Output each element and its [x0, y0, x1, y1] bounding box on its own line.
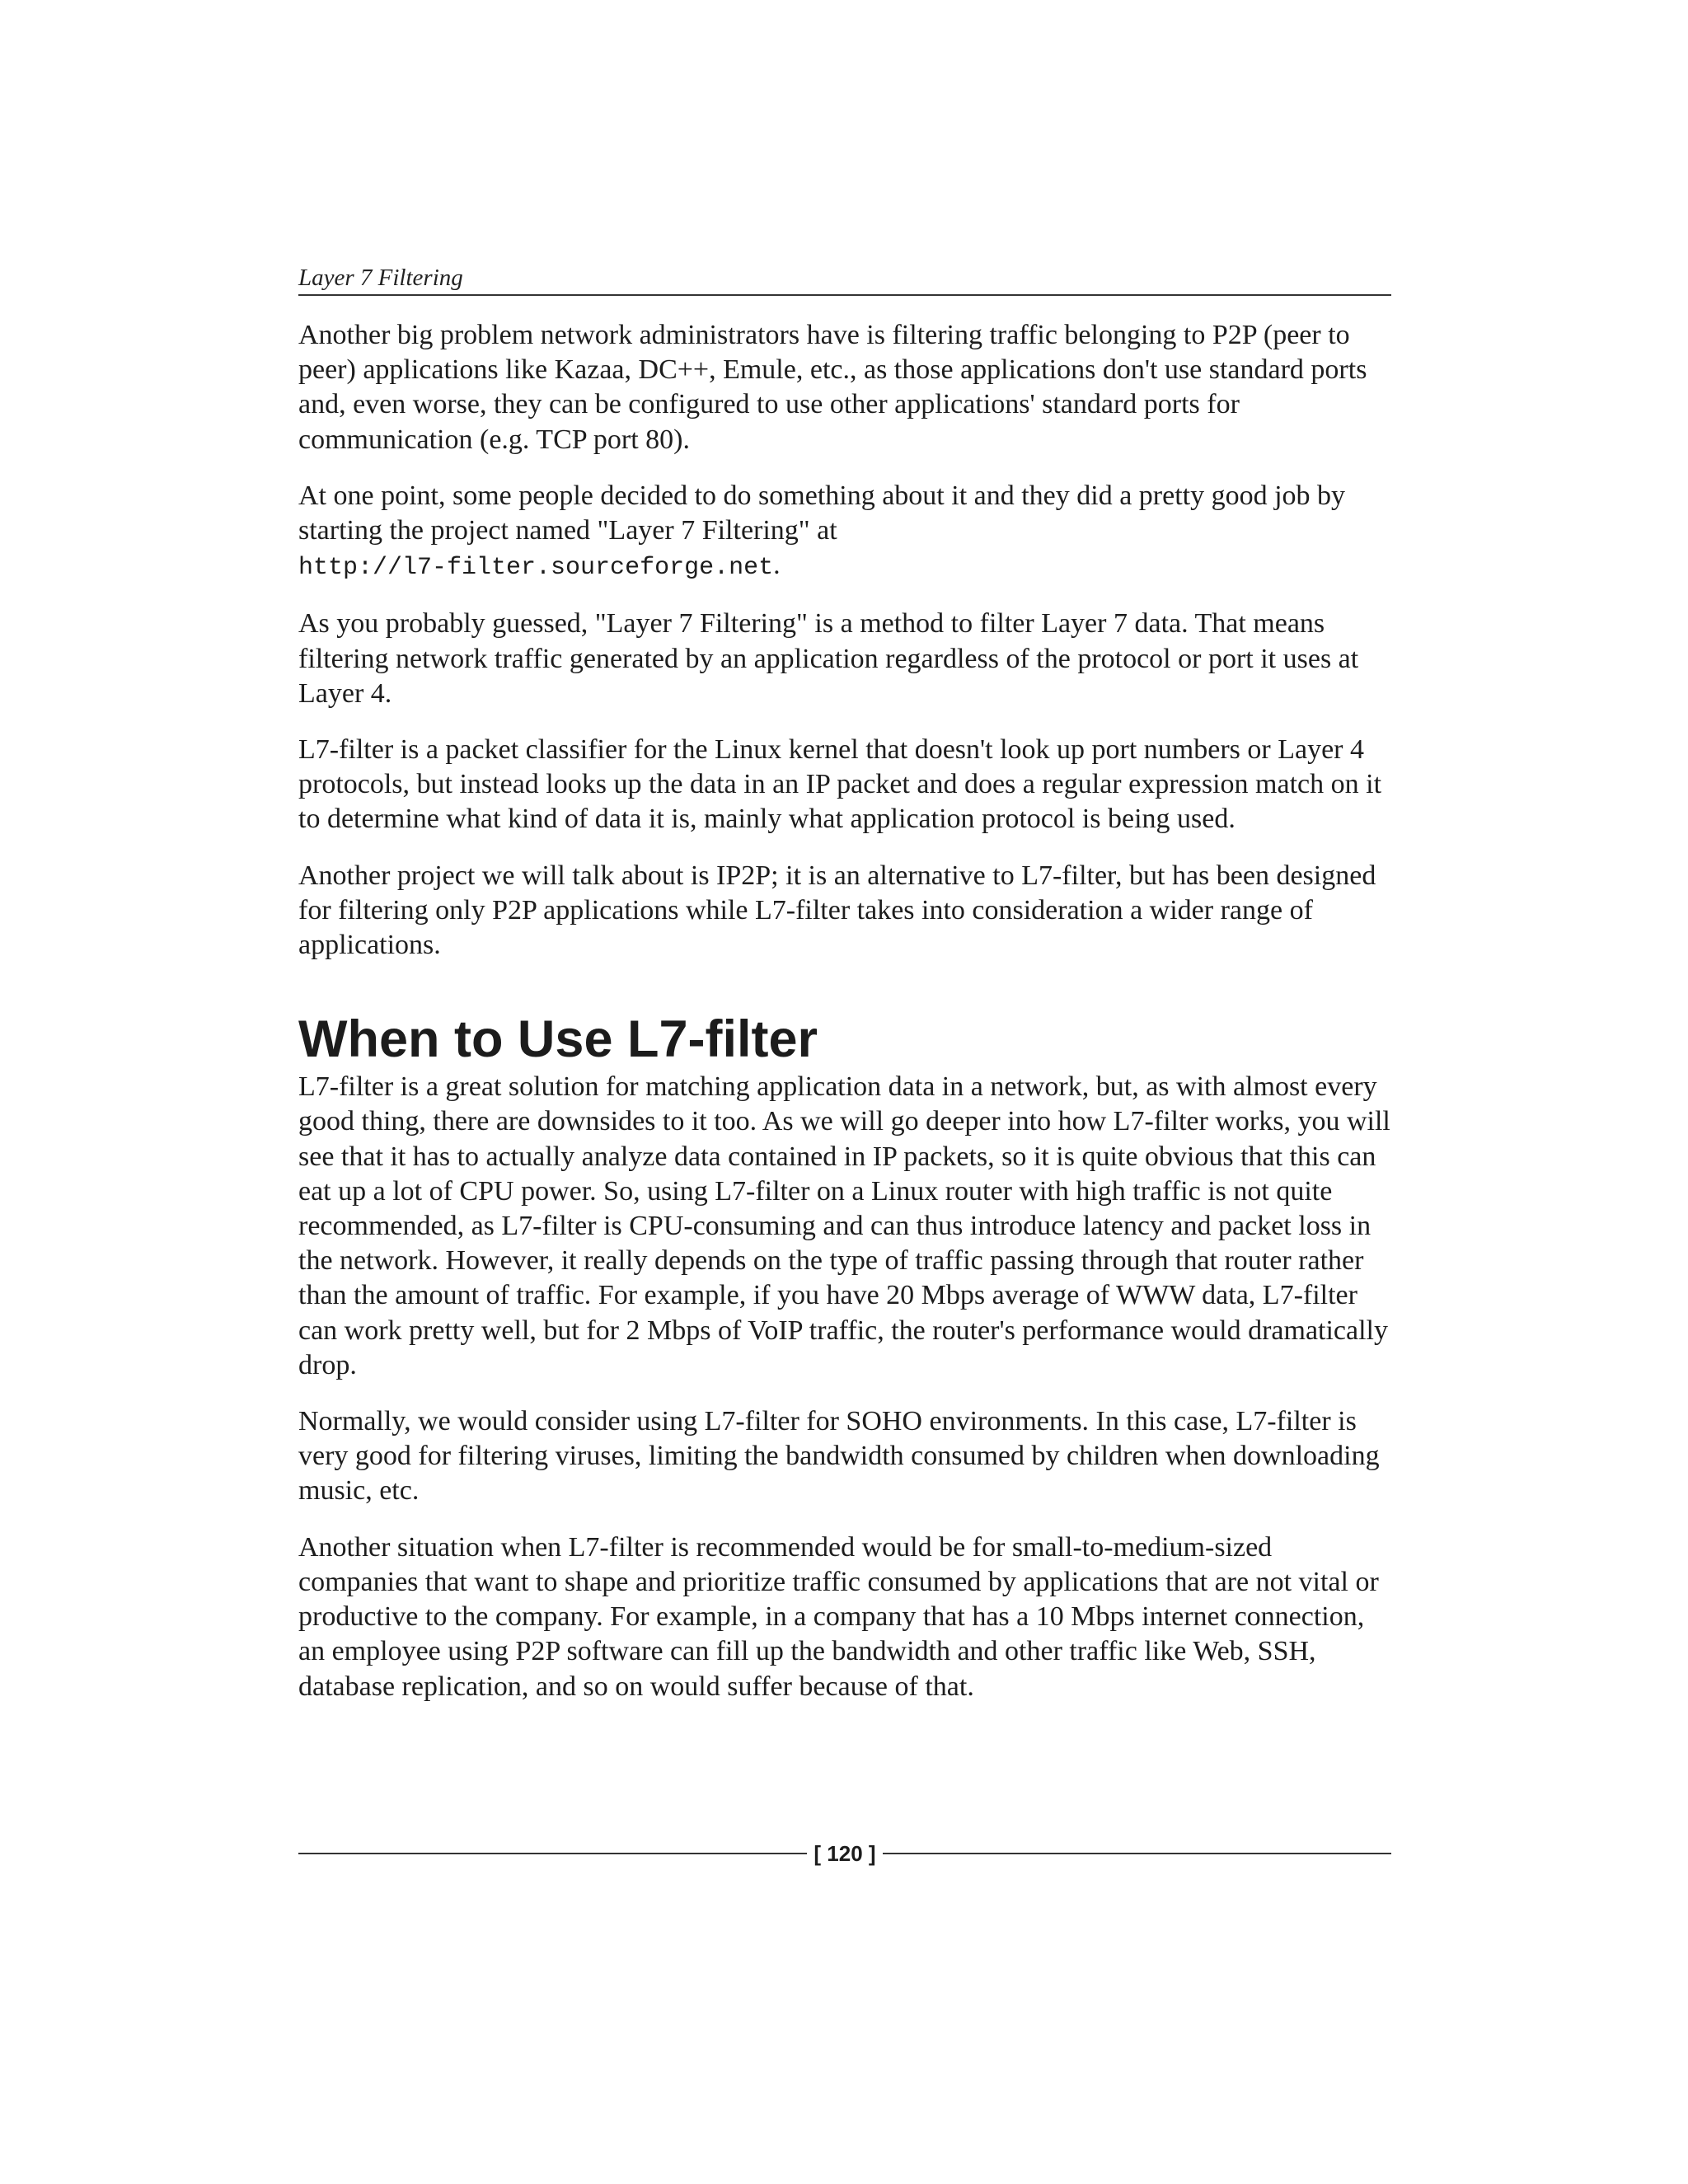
project-url-link[interactable]: http://l7-filter.sourceforge.net: [298, 554, 774, 583]
paragraph-soho: Normally, we would consider using L7-filter for SOHO environments. In this case, L7-filter is very good for filtering viruses, limiting the bandwidth consumed by children when downloading music, etc.: [298, 1406, 1380, 1507]
paragraph-layer7-definition: As you probably guessed, "Layer 7 Filtering" is a method to filter Layer 7 data. That means filtering network traffic generated by an application regardless of the protocol or port it uses at Layer 4.: [298, 608, 1359, 709]
intro-section: [298, 318, 1391, 963]
footer-rule-right: [883, 1853, 1391, 1854]
paragraph-project-origin: [298, 479, 1391, 586]
running-header: Layer 7 Filtering: [298, 264, 1391, 296]
page-footer: [298, 1839, 1391, 1868]
paragraph-l7filter-classifier: L7-filter is a packet classifier for the Linux kernel that doesn't look up port numbers or Layer 4 protocols, but instead looks up the data in an IP packet and does a regular expression match on it to determine what kind of data it is, mainly what application protocol is being used.: [298, 734, 1382, 835]
section-heading: When to Use L7-filter: [298, 1010, 818, 1069]
paragraph-project-origin-text: At one point, some people decided to do something about it and they did a pretty good job by starting the project named "Layer 7 Filtering" at: [298, 480, 1346, 546]
page-number: [ 120 ]: [814, 1840, 876, 1866]
paragraph-small-companies: Another situation when L7-filter is recommended would be for small-to-medium-sized companies that want to shape and prioritize traffic consumed by applications that are not vital or productive to the company. For example, in a company that has a 10 Mbps internet connection, an employee using P2P software can fill up the bandwidth and other traffic like Web, SSH, database replication, and so on would suffer because of that.: [298, 1531, 1379, 1702]
paragraph-cpu-usage: L7-filter is a great solution for matching application data in a network, but, as with almost every good thing, there are downsides to it too. As we will go deeper into how L7-filter works, you will see that it has to actually analyze data contained in IP packets, so it is quite obvious that this can eat up a lot of CPU power. So, using L7-filter on a Linux router with high traffic is not quite recommended, as L7-filter is CPU-consuming and can thus introduce latency and packet loss in the network. However, it really depends on the type of traffic passing through that router rather than the amount of traffic. For example, if you have 20 Mbps average of WWW data, L7-filter can work pretty well, but for 2 Mbps of VoIP traffic, the router's performance would dramatically drop.: [298, 1071, 1390, 1380]
when-to-use-section: [298, 1070, 1391, 1704]
page-content: [298, 264, 1391, 1726]
paragraph-ip2p-alternative: Another project we will talk about is IP2P; it is an alternative to L7-filter, but has been designed for filtering only P2P applications while L7-filter takes into consideration a wider range of applications.: [298, 860, 1376, 961]
paragraph-project-origin-end: .: [773, 550, 781, 581]
paragraph-p2p-problem: Another big problem network administrators have is filtering traffic belonging to P2P (peer to peer) applications like Kazaa, DC++, Emule, etc., as those applications don't use standard ports and, even worse, they can be configured to use other applications' standard ports for communication (e.g. TCP port 80).: [298, 320, 1367, 455]
footer-rule-left: [298, 1853, 807, 1854]
